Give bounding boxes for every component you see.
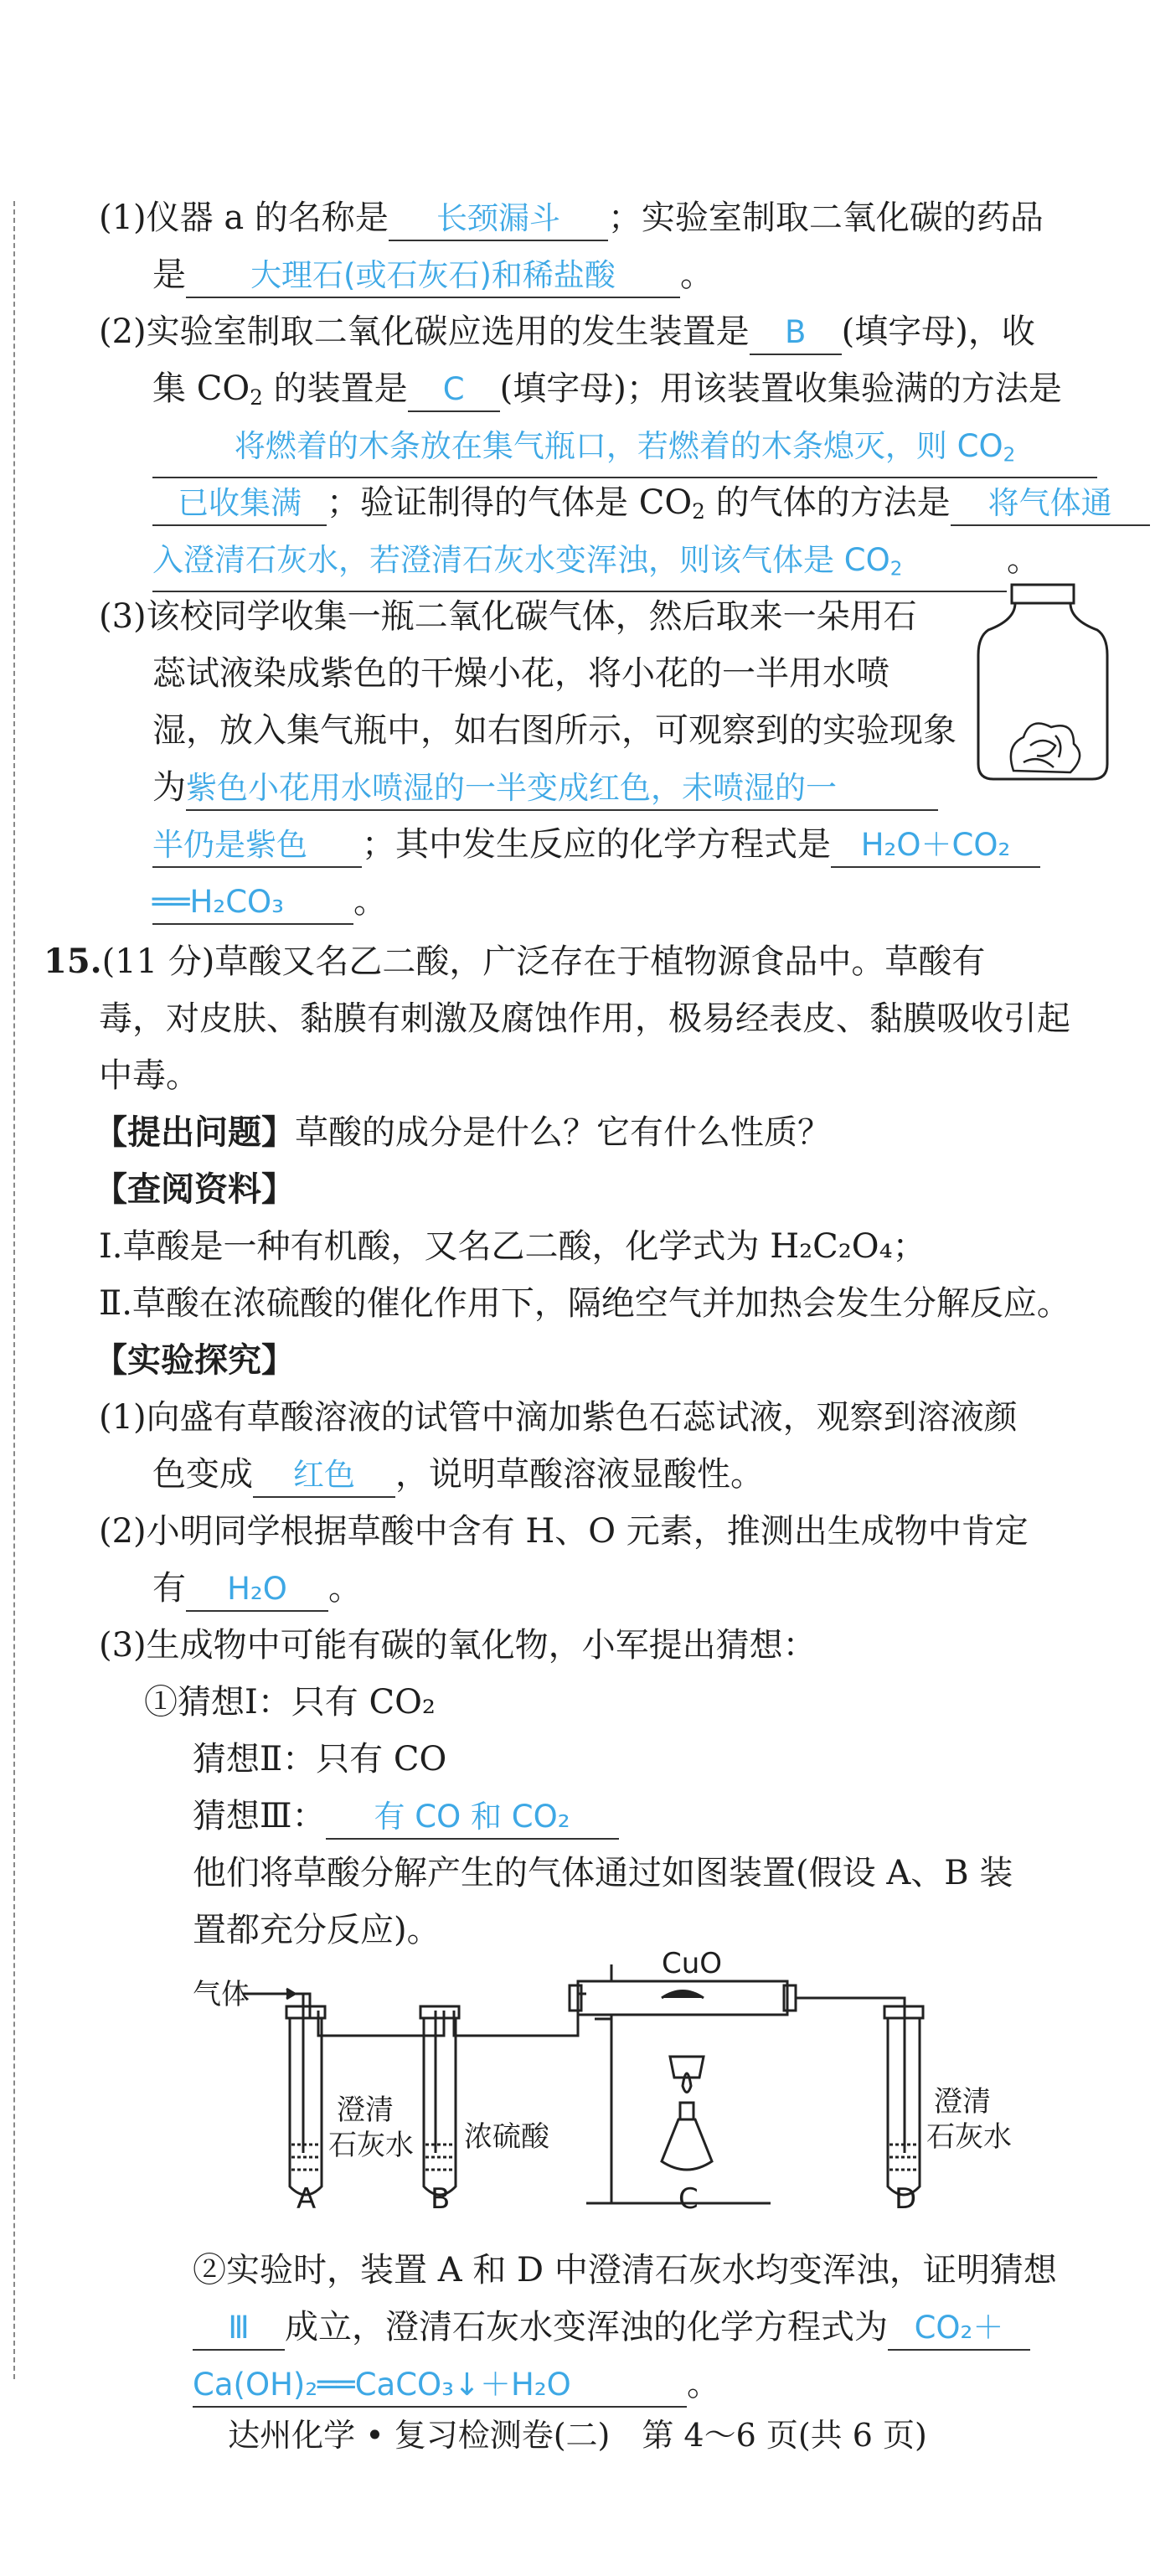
explore-1-line1: (1)向盛有草酸溶液的试管中滴加紫色石蕊试液，观察到溶液颜 <box>99 1398 1018 1437</box>
text: (1)仪器 a 的名称是 <box>99 199 389 237</box>
question-number: 15. <box>44 942 102 981</box>
q14-p3-line3: 湿，放入集气瓶中，如右图所示，可观察到的实验现象 <box>152 711 956 750</box>
text: ；实验室制取二氧化碳的药品 <box>607 199 1044 237</box>
label-cuo: CuO <box>662 1947 723 1980</box>
answer-blank: ══H₂CO₃ <box>152 881 353 925</box>
q15-intro-line2: 毒，对皮肤、黏膜有刺激及腐蚀作用，极易经表皮、黏膜吸收引起 <box>99 999 1070 1038</box>
data-item-1: Ⅰ.草酸是一种有机酸，又名乙二酸，化学式为 H₂C₂O₄； <box>99 1227 926 1266</box>
apparatus-diagram <box>193 1947 1012 2216</box>
answer-text: 将燃着的木条放在集气瓶口，若燃着的木条熄灭，则 CO <box>234 428 1003 464</box>
guess-1: ①猜想Ⅰ：只有 CO₂ <box>144 1683 436 1722</box>
alcohol-lamp <box>662 2119 712 2170</box>
label-limewater-a2: 石灰水 <box>328 2129 414 2162</box>
q14-p1-line1 <box>99 193 1044 243</box>
test-tube-b <box>424 2018 456 2195</box>
text: 猜想Ⅲ： <box>193 1797 326 1835</box>
answer-text: 入澄清石灰水，若澄清石灰水变浑浊，则该气体是 CO <box>152 542 890 578</box>
label-c: C <box>678 2182 699 2216</box>
answer-blank: 有 CO 和 CO₂ <box>326 1796 619 1840</box>
text: ；验证制得的气体是 CO <box>327 483 693 522</box>
q14-p3-line2: 蕊试液染成紫色的干燥小花，将小花的一半用水喷 <box>152 654 889 693</box>
text: (填字母)，收 <box>841 312 1035 351</box>
label-a: A <box>296 2182 317 2216</box>
guess-2: 猜想Ⅱ：只有 CO <box>193 1740 447 1778</box>
text: 是 <box>152 256 186 294</box>
text: 。 <box>680 256 714 294</box>
explore-2-line2 <box>152 1563 362 1613</box>
q14-p3-line6 <box>152 876 387 927</box>
label-limewater-a1: 澄清 <box>337 2093 394 2127</box>
answer-blank: H₂O＋CO₂ <box>831 824 1040 868</box>
answer-blank: 半仍是紫色 <box>152 824 362 868</box>
answer-blank: B <box>750 312 842 355</box>
q14-p3-line5 <box>152 819 1040 870</box>
label-limewater-d1: 澄清 <box>934 2085 991 2119</box>
jar-with-flower-illustration <box>972 578 1114 787</box>
section-heading: 【提出问题】 <box>94 1113 295 1152</box>
q14-p3-line4 <box>152 762 938 813</box>
text: 。 <box>328 1569 362 1608</box>
problem-line <box>94 1107 831 1158</box>
section-heading: 【查阅资料】 <box>94 1170 295 1209</box>
label-b: B <box>431 2182 451 2216</box>
section-heading: 【实验探究】 <box>94 1341 295 1380</box>
q14-p2-line1 <box>99 307 1035 357</box>
text: (11 分)草酸又名乙二酸，广泛存在于植物源食品中。草酸有 <box>101 942 986 981</box>
answer-blank: 入澄清石灰水，若澄清石灰水变浑浊，则该气体是 $CO_2$ <box>152 539 1007 592</box>
margin-dashed-line <box>13 201 15 2379</box>
answer-blank: C <box>408 369 500 412</box>
q14-p3-line1: (3)该校同学收集一瓶二氧化碳气体，然后取来一朵用石 <box>99 597 917 636</box>
q14-p1-line2 <box>152 250 714 300</box>
explore-3-line2: 他们将草酸分解产生的气体通过如图装置(假设 A、B 装 <box>193 1854 1013 1892</box>
q14-p2-line4: 已收集满 ；验证制得的气体是 $CO_2$ 的气体的方法是 将气体通 <box>152 478 1150 537</box>
answer-blank: 红色 <box>253 1454 395 1498</box>
answer-blank: 将气体通 <box>951 483 1150 526</box>
q15-intro-line1 <box>44 937 985 987</box>
answer-blank: 紫色小花用水喷湿的一半变成红色，未喷湿的一 <box>186 767 938 811</box>
answer-blank: 已收集满 <box>152 483 327 526</box>
q14-p2-line3 <box>152 421 1097 478</box>
flower-icon <box>1011 724 1080 772</box>
step-2-line3 <box>193 2359 720 2409</box>
explore-2-line1: (2)小明同学根据草酸中含有 H、O 元素，推测出生成物中肯定 <box>99 1512 1029 1551</box>
text: (2)实验室制取二氧化碳应选用的发生装置是 <box>99 312 750 351</box>
text: ；其中发生反应的化学方程式是 <box>362 825 831 864</box>
text: 草酸的成分是什么？它有什么性质？ <box>295 1113 831 1152</box>
text: 成立，澄清石灰水变浑浊的化学方程式为 <box>285 2308 888 2346</box>
label-gas: 气体 <box>193 1978 250 2011</box>
guess-3 <box>193 1791 619 1841</box>
step-2-line2 <box>193 2302 1030 2352</box>
answer-blank: 大理石(或石灰石)和稀盐酸 <box>186 255 680 298</box>
answer-blank: 将燃着的木条放在集气瓶口，若燃着的木条熄灭，则 $CO_2$ <box>152 426 1097 478</box>
q14-p2-line5 <box>152 534 1040 592</box>
q15-intro-line3: 中毒。 <box>99 1056 199 1095</box>
text: 。 <box>353 882 387 921</box>
text: 集 CO <box>152 369 250 408</box>
q14-p2-line2: 集 $CO_2$ 的装置是 C (填字母)；用该装置收集验满的方法是 <box>152 364 1062 423</box>
text: 。 <box>1007 540 1040 579</box>
text: ，说明草酸溶液显酸性。 <box>395 1455 764 1494</box>
data-item-2: Ⅱ.草酸在浓硫酸的催化作用下，隔绝空气并加热会发生分解反应。 <box>99 1284 1070 1323</box>
text: 有 <box>152 1569 186 1608</box>
text: 的气体的方法是 <box>704 483 951 522</box>
answer-blank: H₂O <box>186 1568 328 1612</box>
explore-3-line1: (3)生成物中可能有碳的氧化物，小军提出猜想： <box>99 1626 817 1665</box>
text: 的装置是 <box>262 369 408 408</box>
text: 。 <box>687 2365 720 2403</box>
label-limewater-d2: 石灰水 <box>926 2120 1012 2154</box>
page-footer: 达州化学 • 复习检测卷(二) 第 4～6 页(共 6 页) <box>228 2417 927 2454</box>
text: (填字母)；用该装置收集验满的方法是 <box>499 369 1062 408</box>
answer-blank: Ⅲ <box>193 2307 285 2351</box>
answer-blank: CO₂＋ <box>888 2307 1030 2351</box>
text: 为 <box>152 768 186 807</box>
answer-blank: Ca(OH)₂══CaCO₃↓＋H₂O <box>193 2364 687 2408</box>
explore-1-line2 <box>152 1449 764 1500</box>
label-h2so4: 浓硫酸 <box>464 2120 549 2154</box>
label-d: D <box>895 2182 917 2216</box>
step-2-line1: ②实验时，装置 A 和 D 中澄清石灰水均变浑浊，证明猜想 <box>193 2251 1057 2289</box>
explore-3-line3: 置都充分反应)。 <box>193 1911 441 1949</box>
text: 色变成 <box>152 1455 253 1494</box>
answer-blank: 长颈漏斗 <box>389 198 608 241</box>
test-tube-a <box>290 2018 322 2195</box>
